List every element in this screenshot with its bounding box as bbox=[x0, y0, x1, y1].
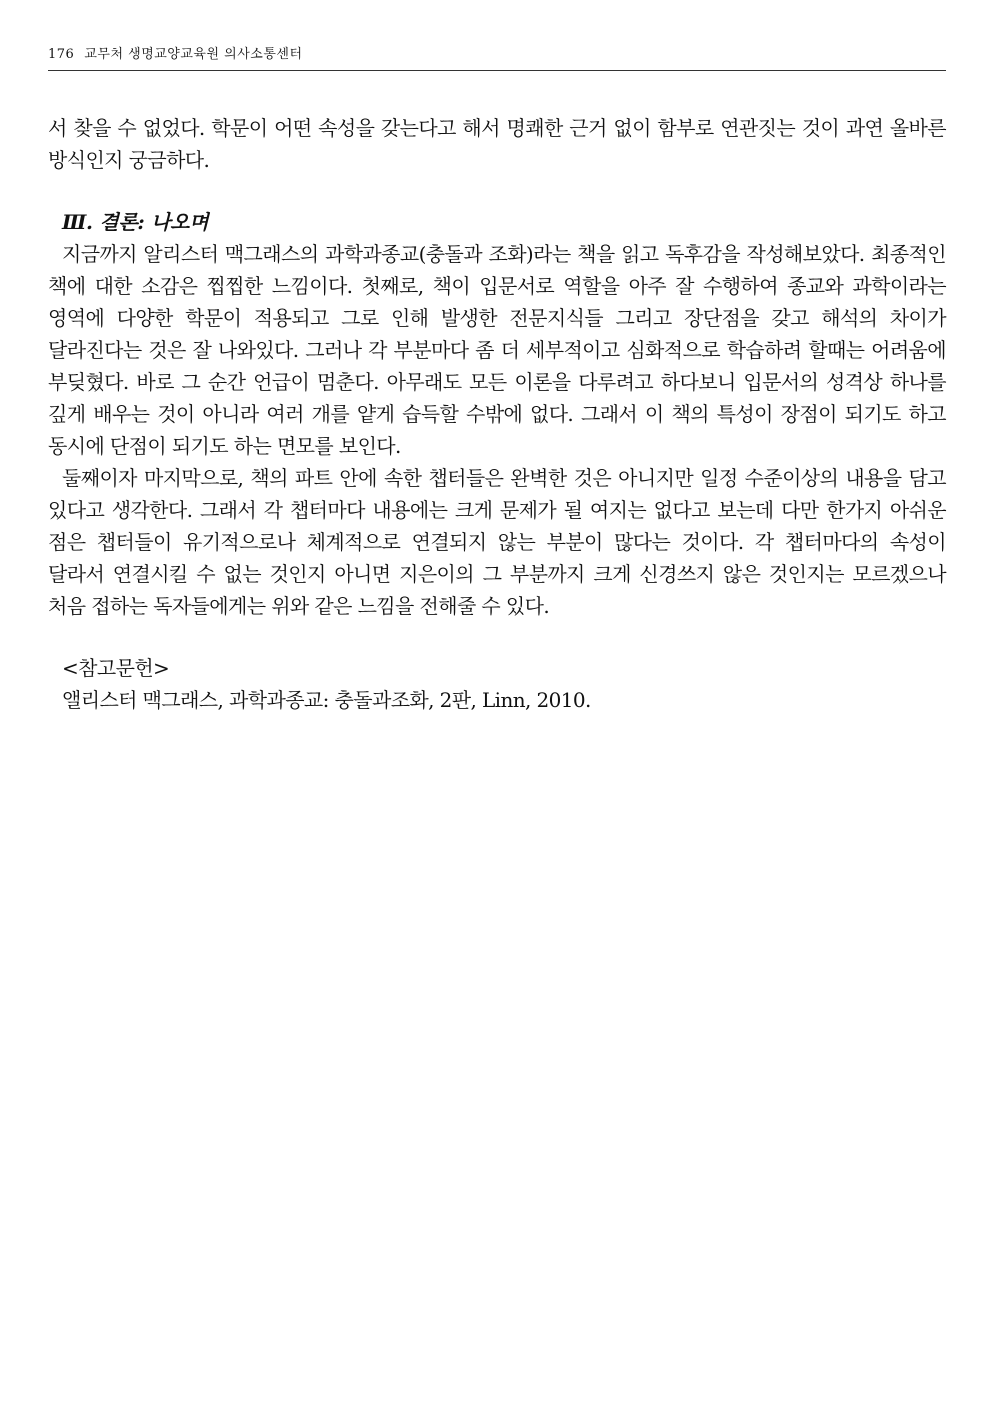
paragraph-continued: 서 찾을 수 없었다. 학문이 어떤 속성을 갖는다고 해서 명쾌한 근거 없이 함부로 연관짓는 것이 과연 올바른 방식인지 궁금하다. bbox=[48, 116, 946, 172]
references-heading: <참고문헌> bbox=[62, 656, 170, 680]
references-section bbox=[48, 652, 946, 716]
paragraph-conclusion-1: 지금까지 알리스터 맥그래스의 과학과종교(충돌과 조화)라는 책을 읽고 독후감을 작성해보았다. 최종적인 책에 대한 소감은 찝찝한 느낌이다. 첫째로, 책이 입문서로 역할을 아주 잘 수행하여 종교와 과학이라는 영역에 다양한 학문이 적용되고 그로 인해 발생한 전문지식들 그리고 장단점을 갖고 해석의 차이가 달라진다는 것은 잘 나와있다. 그러나 각 부분마다 좀 더 세부적이고 심화적으로 학습하려 할때는 어려움에 부딪혔다. 바로 그 순간 언급이 멈춘다. 아무래도 모든 이론을 다루려고 하다보니 입문서의 성격상 하나를 깊게 배우는 것이 아니라 여러 개를 얕게 습득할 수밖에 없다. 그래서 이 책의 특성이 장점이 되기도 하고 동시에 단점이 되기도 하는 면모를 보인다. bbox=[48, 242, 946, 458]
reference-entry: 앨리스터 맥그래스, 과학과종교: 충돌과조화, 2판, Linn, 2010. bbox=[62, 688, 591, 712]
page-number: 176 bbox=[48, 47, 75, 62]
running-title: 교무처 생명교양교육원 의사소통센터 bbox=[84, 47, 303, 62]
paragraph-conclusion-2: 둘째이자 마지막으로, 책의 파트 안에 속한 챕터들은 완벽한 것은 아니지만 일정 수준이상의 내용을 담고 있다고 생각한다. 그래서 각 챕터마다 내용에는 크게 문제가 될 여지는 없다고 보는데 다만 한가지 아쉬운 점은 챕터들이 유기적으로나 체계적으로 연결되지 않는 부분이 많다는 것이다. 각 챕터마다의 속성이 달라서 연결시킬 수 없는 것인지 아니면 지은이의 그 부분까지 크게 신경쓰지 않은 것인지는 모르겠으나 처음 접하는 독자들에게는 위와 같은 느낌을 전해줄 수 있다. bbox=[48, 466, 946, 618]
document-body bbox=[48, 112, 946, 716]
section-heading-conclusion: Ⅲ. 결론: 나오며 bbox=[62, 210, 209, 234]
running-header bbox=[48, 44, 946, 71]
